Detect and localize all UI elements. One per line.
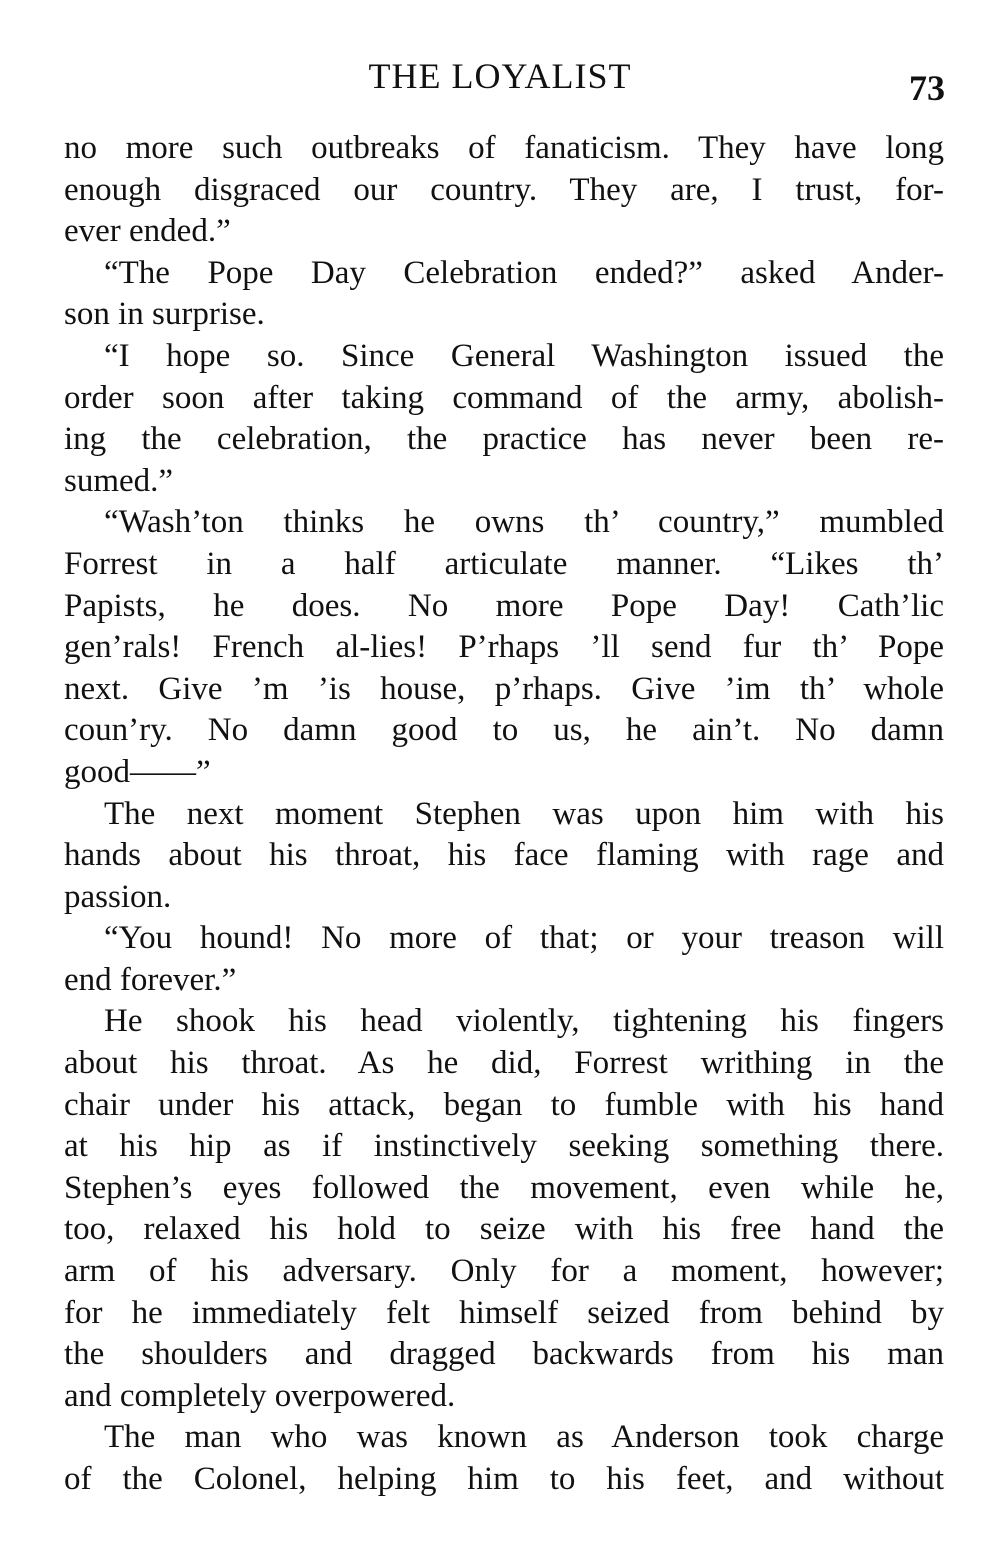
page-number: 73 — [909, 68, 945, 108]
text-line: hands about his throat, his face flaming with rage and — [64, 837, 944, 874]
text-line: coun’ry. No damn good to us, he ain’t. No damn — [64, 712, 944, 749]
text-line: passion. — [64, 878, 172, 915]
text-line: the shoulders and dragged backwards from his man — [64, 1336, 944, 1373]
text-line: about his throat. As he did, Forrest writhing in the — [64, 1045, 944, 1082]
text-line: ever ended.” — [64, 213, 231, 250]
text-line: Papists, he does. No more Pope Day! Cath’lic — [64, 587, 944, 624]
text-line: chair under his attack, began to fumble with his hand — [64, 1086, 944, 1123]
text-line: “I hope so. Since General Washington issued the — [104, 337, 944, 374]
text-line: The next moment Stephen was upon him with his — [104, 795, 944, 832]
text-line: gen’rals! French al-lies! P’rhaps ’ll send fur th’ Pope — [64, 629, 944, 666]
text-line: good——” — [64, 753, 211, 790]
text-line: Stephen’s eyes followed the movement, even while he, — [64, 1169, 944, 1206]
running-head — [0, 52, 1000, 108]
text-line: “Wash’ton thinks he owns th’ country,” mumbled — [104, 504, 944, 541]
text-line: enough disgraced our country. They are, I trust, for- — [64, 171, 944, 208]
text-line: next. Give ’m ’is house, p’rhaps. Give ’im th’ whole — [64, 670, 944, 707]
text-line: too, relaxed his hold to seize with his free hand the — [64, 1211, 944, 1248]
body-text — [64, 128, 944, 1501]
text-line: Forrest in a half articulate manner. “Likes th’ — [64, 545, 944, 582]
text-line: sumed.” — [64, 462, 174, 499]
text-line: “The Pope Day Celebration ended?” asked Ander- — [104, 254, 944, 291]
text-line: no more such outbreaks of fanaticism. They have long — [64, 130, 944, 166]
text-line: “You hound! No more of that; or your treason will — [104, 920, 944, 957]
text-line: The man who was known as Anderson took charge — [104, 1419, 944, 1456]
text-line: ing the celebration, the practice has never been re- — [64, 421, 944, 458]
text-line: order soon after taking command of the army, abolish- — [64, 379, 944, 416]
text-line: He shook his head violently, tightening his fingers — [104, 1003, 944, 1040]
text-line: son in surprise. — [64, 296, 265, 333]
text-line: at his hip as if instinctively seeking something there. — [64, 1128, 944, 1165]
text-line: and completely overpowered. — [64, 1377, 456, 1414]
text-line: of the Colonel, helping him to his feet, and without — [64, 1461, 944, 1497]
text-line: arm of his adversary. Only for a moment, however; — [64, 1253, 944, 1290]
running-title: THE LOYALIST — [368, 56, 632, 96]
text-line: end forever.” — [64, 961, 237, 998]
text-line: for he immediately felt himself seized from behind by — [64, 1294, 944, 1331]
